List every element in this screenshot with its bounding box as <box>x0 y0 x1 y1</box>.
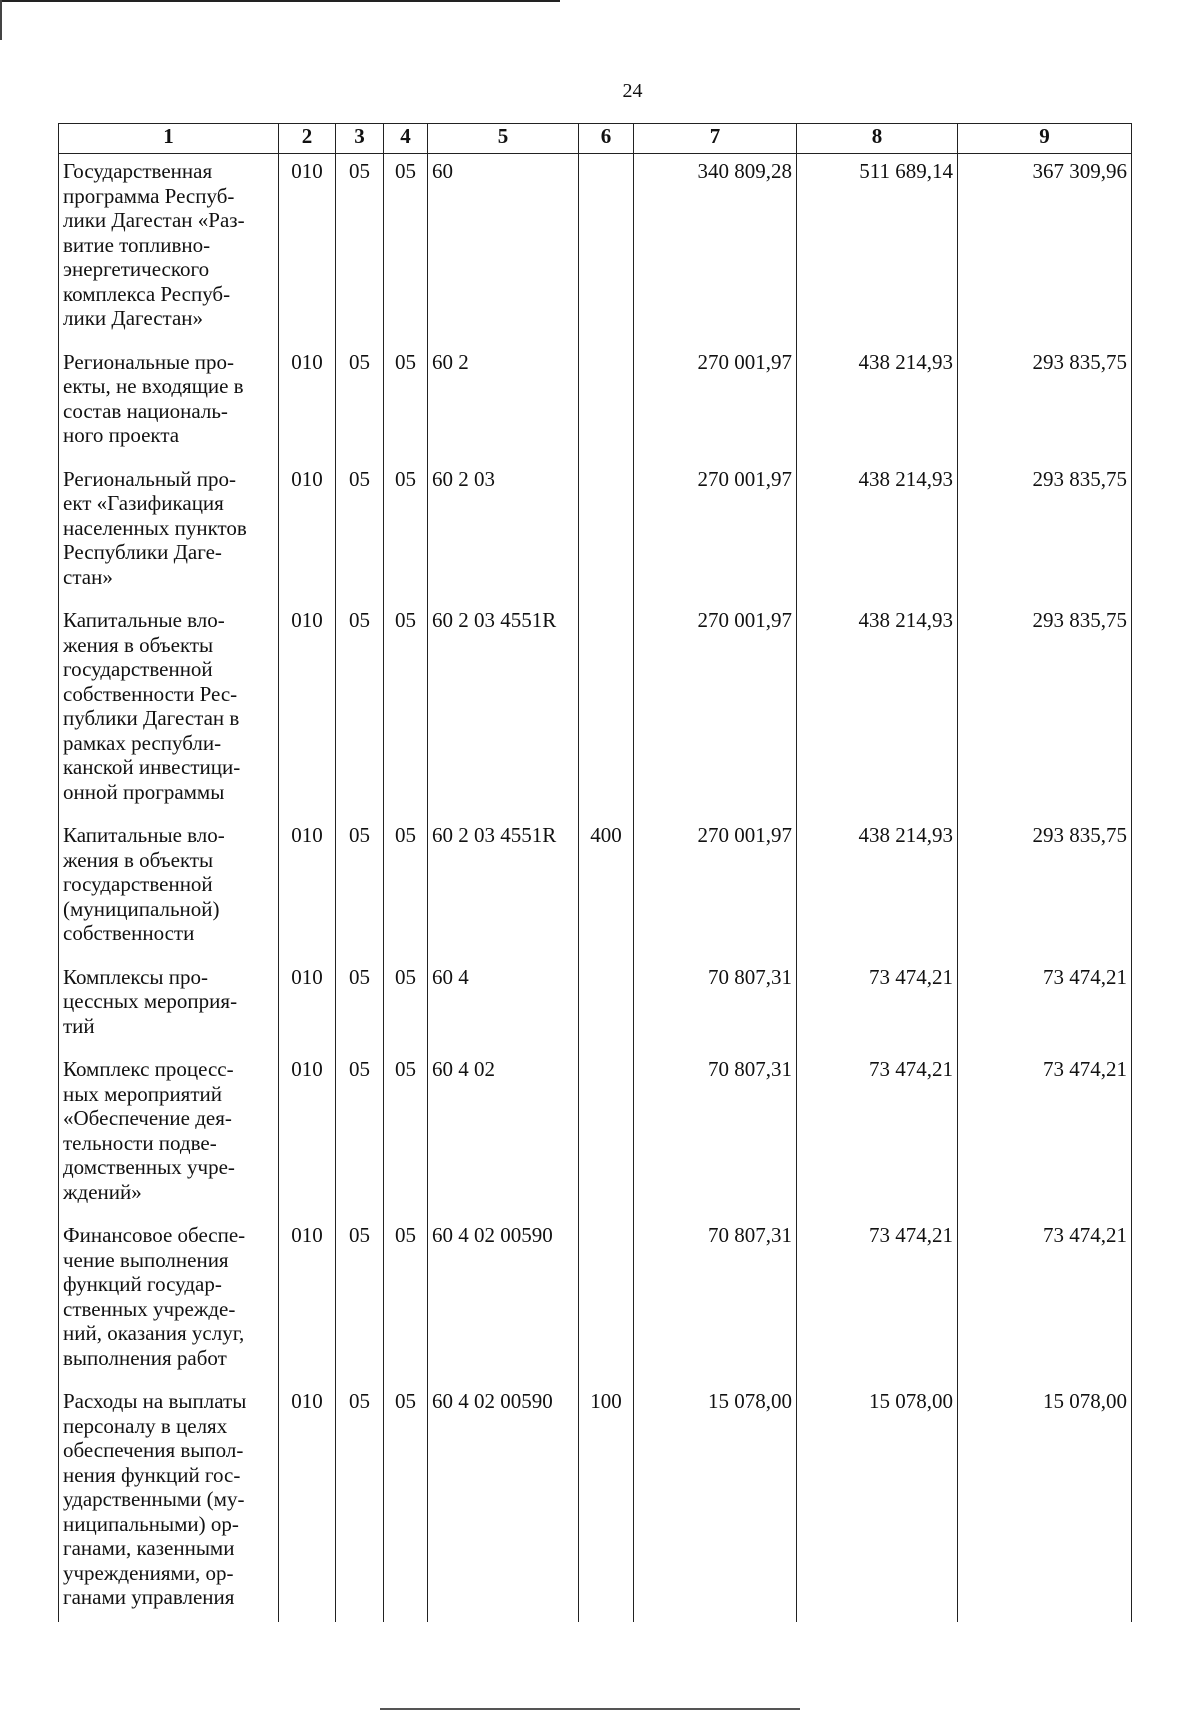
row-name: Комплекс процесс- ных мероприятий «Обеспечение дея- тельности подве- домственных учре- ждений» <box>59 1052 279 1218</box>
row-name: Капитальные вло- жения в объекты государственной собственности Рес- публики Дагестан в рамках республи- канской инвестици- онной программы <box>59 603 279 818</box>
row-amount-col7: 270 001,97 <box>634 603 797 818</box>
row-section-code: 05 <box>336 345 384 462</box>
row-amount-col9: 293 835,75 <box>958 603 1132 818</box>
column-header-2: 2 <box>279 124 336 154</box>
table-row <box>59 960 1132 1053</box>
row-section-code: 05 <box>336 1218 384 1384</box>
row-ministry-code: 010 <box>279 603 336 818</box>
column-header-4: 4 <box>384 124 428 154</box>
column-header-6: 6 <box>579 124 634 154</box>
row-name: Государственная программа Респуб- лики Дагестан «Раз- витие топливно- энергетического комплекса Респуб- лики Дагестан» <box>59 154 279 345</box>
row-amount-col9: 367 309,96 <box>958 154 1132 345</box>
row-section-code: 05 <box>336 1384 384 1622</box>
row-amount-col9: 15 078,00 <box>958 1384 1132 1622</box>
table-row <box>59 462 1132 604</box>
row-section-code: 05 <box>336 818 384 960</box>
row-expense-type <box>579 154 634 345</box>
row-amount-col8: 438 214,93 <box>797 462 958 604</box>
row-target-article: 60 4 02 <box>428 1052 579 1218</box>
row-amount-col7: 270 001,97 <box>634 345 797 462</box>
row-target-article: 60 4 02 00590 <box>428 1384 579 1622</box>
table-row <box>59 1384 1132 1622</box>
row-target-article: 60 2 03 4551R <box>428 603 579 818</box>
row-amount-col7: 70 807,31 <box>634 1052 797 1218</box>
row-section-code: 05 <box>336 603 384 818</box>
row-amount-col7: 70 807,31 <box>634 1218 797 1384</box>
row-amount-col9: 73 474,21 <box>958 1218 1132 1384</box>
row-amount-col7: 270 001,97 <box>634 818 797 960</box>
row-amount-col8: 73 474,21 <box>797 960 958 1053</box>
table-row <box>59 1218 1132 1384</box>
row-section-code: 05 <box>336 1052 384 1218</box>
row-amount-col8: 73 474,21 <box>797 1218 958 1384</box>
row-section-code: 05 <box>336 154 384 345</box>
table-row <box>59 1052 1132 1218</box>
table-row <box>59 818 1132 960</box>
row-amount-col7: 15 078,00 <box>634 1384 797 1622</box>
row-name: Региональный про- ект «Газификация населенных пунктов Республики Даге- стан» <box>59 462 279 604</box>
row-name: Капитальные вло- жения в объекты государственной (муниципальной) собственности <box>59 818 279 960</box>
row-subsection-code: 05 <box>384 603 428 818</box>
budget-table <box>58 123 1132 1622</box>
scan-edge-bottom <box>380 1708 800 1710</box>
row-subsection-code: 05 <box>384 1218 428 1384</box>
row-amount-col7: 70 807,31 <box>634 960 797 1053</box>
row-ministry-code: 010 <box>279 1218 336 1384</box>
column-header-3: 3 <box>336 124 384 154</box>
row-amount-col9: 293 835,75 <box>958 818 1132 960</box>
row-ministry-code: 010 <box>279 960 336 1053</box>
row-amount-col8: 511 689,14 <box>797 154 958 345</box>
row-name: Комплексы про- цессных мероприя- тий <box>59 960 279 1053</box>
row-section-code: 05 <box>336 462 384 604</box>
row-name: Финансовое обеспе- чение выполнения функций государ- ственных учрежде- ний, оказания услуг, выполнения работ <box>59 1218 279 1384</box>
scan-edge-left <box>0 0 2 40</box>
column-header-5: 5 <box>428 124 579 154</box>
row-expense-type <box>579 1218 634 1384</box>
row-subsection-code: 05 <box>384 462 428 604</box>
row-name: Расходы на выплаты персоналу в целях обеспечения выпол- нения функций гос- ударственными (му- ниципальными) ор- ганами, казенными учреждениями, ор- ганами управления <box>59 1384 279 1622</box>
row-amount-col7: 340 809,28 <box>634 154 797 345</box>
row-expense-type <box>579 603 634 818</box>
row-amount-col9: 293 835,75 <box>958 345 1132 462</box>
row-expense-type: 100 <box>579 1384 634 1622</box>
table-row <box>59 345 1132 462</box>
row-amount-col8: 438 214,93 <box>797 345 958 462</box>
table-body <box>59 154 1132 1622</box>
row-expense-type <box>579 1052 634 1218</box>
row-target-article: 60 2 <box>428 345 579 462</box>
row-target-article: 60 4 <box>428 960 579 1053</box>
column-header-7: 7 <box>634 124 797 154</box>
page-number: 24 <box>622 80 643 102</box>
row-ministry-code: 010 <box>279 154 336 345</box>
row-target-article: 60 2 03 <box>428 462 579 604</box>
row-ministry-code: 010 <box>279 818 336 960</box>
row-expense-type <box>579 345 634 462</box>
column-header-8: 8 <box>797 124 958 154</box>
row-subsection-code: 05 <box>384 960 428 1053</box>
row-amount-col9: 73 474,21 <box>958 960 1132 1053</box>
row-amount-col8: 15 078,00 <box>797 1384 958 1622</box>
row-target-article: 60 4 02 00590 <box>428 1218 579 1384</box>
row-subsection-code: 05 <box>384 345 428 462</box>
row-amount-col7: 270 001,97 <box>634 462 797 604</box>
row-amount-col8: 73 474,21 <box>797 1052 958 1218</box>
row-target-article: 60 <box>428 154 579 345</box>
row-amount-col9: 73 474,21 <box>958 1052 1132 1218</box>
header-row <box>59 124 1132 154</box>
column-header-1: 1 <box>59 124 279 154</box>
row-expense-type: 400 <box>579 818 634 960</box>
row-amount-col8: 438 214,93 <box>797 818 958 960</box>
row-subsection-code: 05 <box>384 154 428 345</box>
row-ministry-code: 010 <box>279 462 336 604</box>
table-header <box>59 124 1132 154</box>
row-subsection-code: 05 <box>384 1052 428 1218</box>
row-ministry-code: 010 <box>279 1384 336 1622</box>
row-subsection-code: 05 <box>384 1384 428 1622</box>
scan-edge-top <box>0 0 560 2</box>
table-row <box>59 603 1132 818</box>
row-ministry-code: 010 <box>279 345 336 462</box>
row-section-code: 05 <box>336 960 384 1053</box>
column-header-9: 9 <box>958 124 1132 154</box>
row-subsection-code: 05 <box>384 818 428 960</box>
row-amount-col9: 293 835,75 <box>958 462 1132 604</box>
row-amount-col8: 438 214,93 <box>797 603 958 818</box>
table-row <box>59 154 1132 345</box>
row-target-article: 60 2 03 4551R <box>428 818 579 960</box>
row-name: Региональные про- екты, не входящие в состав националь- ного проекта <box>59 345 279 462</box>
row-ministry-code: 010 <box>279 1052 336 1218</box>
row-expense-type <box>579 462 634 604</box>
row-expense-type <box>579 960 634 1053</box>
